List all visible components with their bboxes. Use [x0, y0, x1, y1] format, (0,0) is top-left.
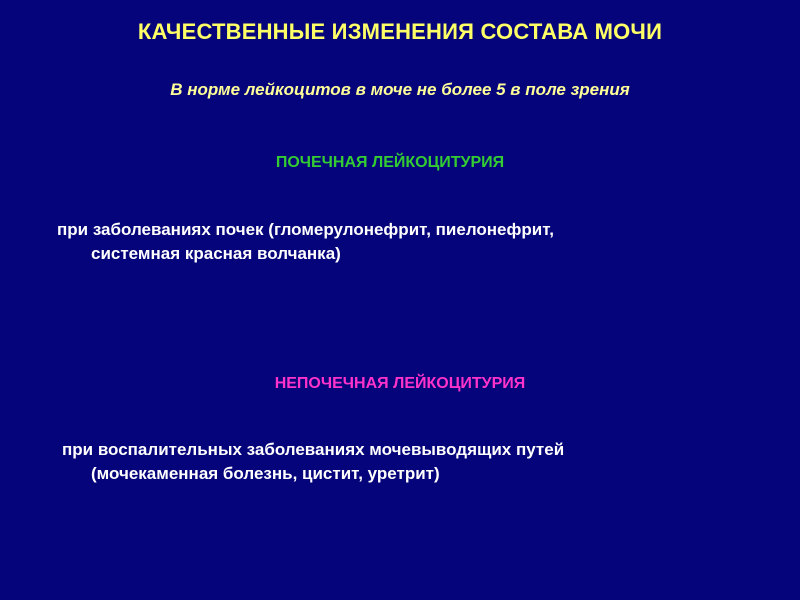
renal-leukocyturia-heading: ПОЧЕЧНАЯ ЛЕЙКОЦИТУРИЯ [275, 154, 505, 171]
slide-subtitle: В норме лейкоцитов в моче не более 5 в поле зрения [170, 80, 630, 99]
renal-leukocyturia-text [57, 218, 554, 266]
slide-title: КАЧЕСТВЕННЫЕ ИЗМЕНЕНИЯ СОСТАВА МОЧИ [137, 19, 663, 44]
renal-leukocyturia-line: системная красная волчанка) [91, 244, 341, 263]
nonrenal-leukocyturia-text [62, 438, 564, 486]
nonrenal-leukocyturia-line: (мочекаменная болезнь, цистит, уретрит) [91, 464, 440, 483]
nonrenal-leukocyturia-line: при воспалительных заболеваниях мочевыводящих путей [62, 440, 565, 459]
nonrenal-leukocyturia-heading: НЕПОЧЕЧНАЯ ЛЕЙКОЦИТУРИЯ [274, 375, 526, 392]
renal-leukocyturia-line: при заболеваниях почек (гломерулонефрит, пиелонефрит, [57, 220, 554, 239]
